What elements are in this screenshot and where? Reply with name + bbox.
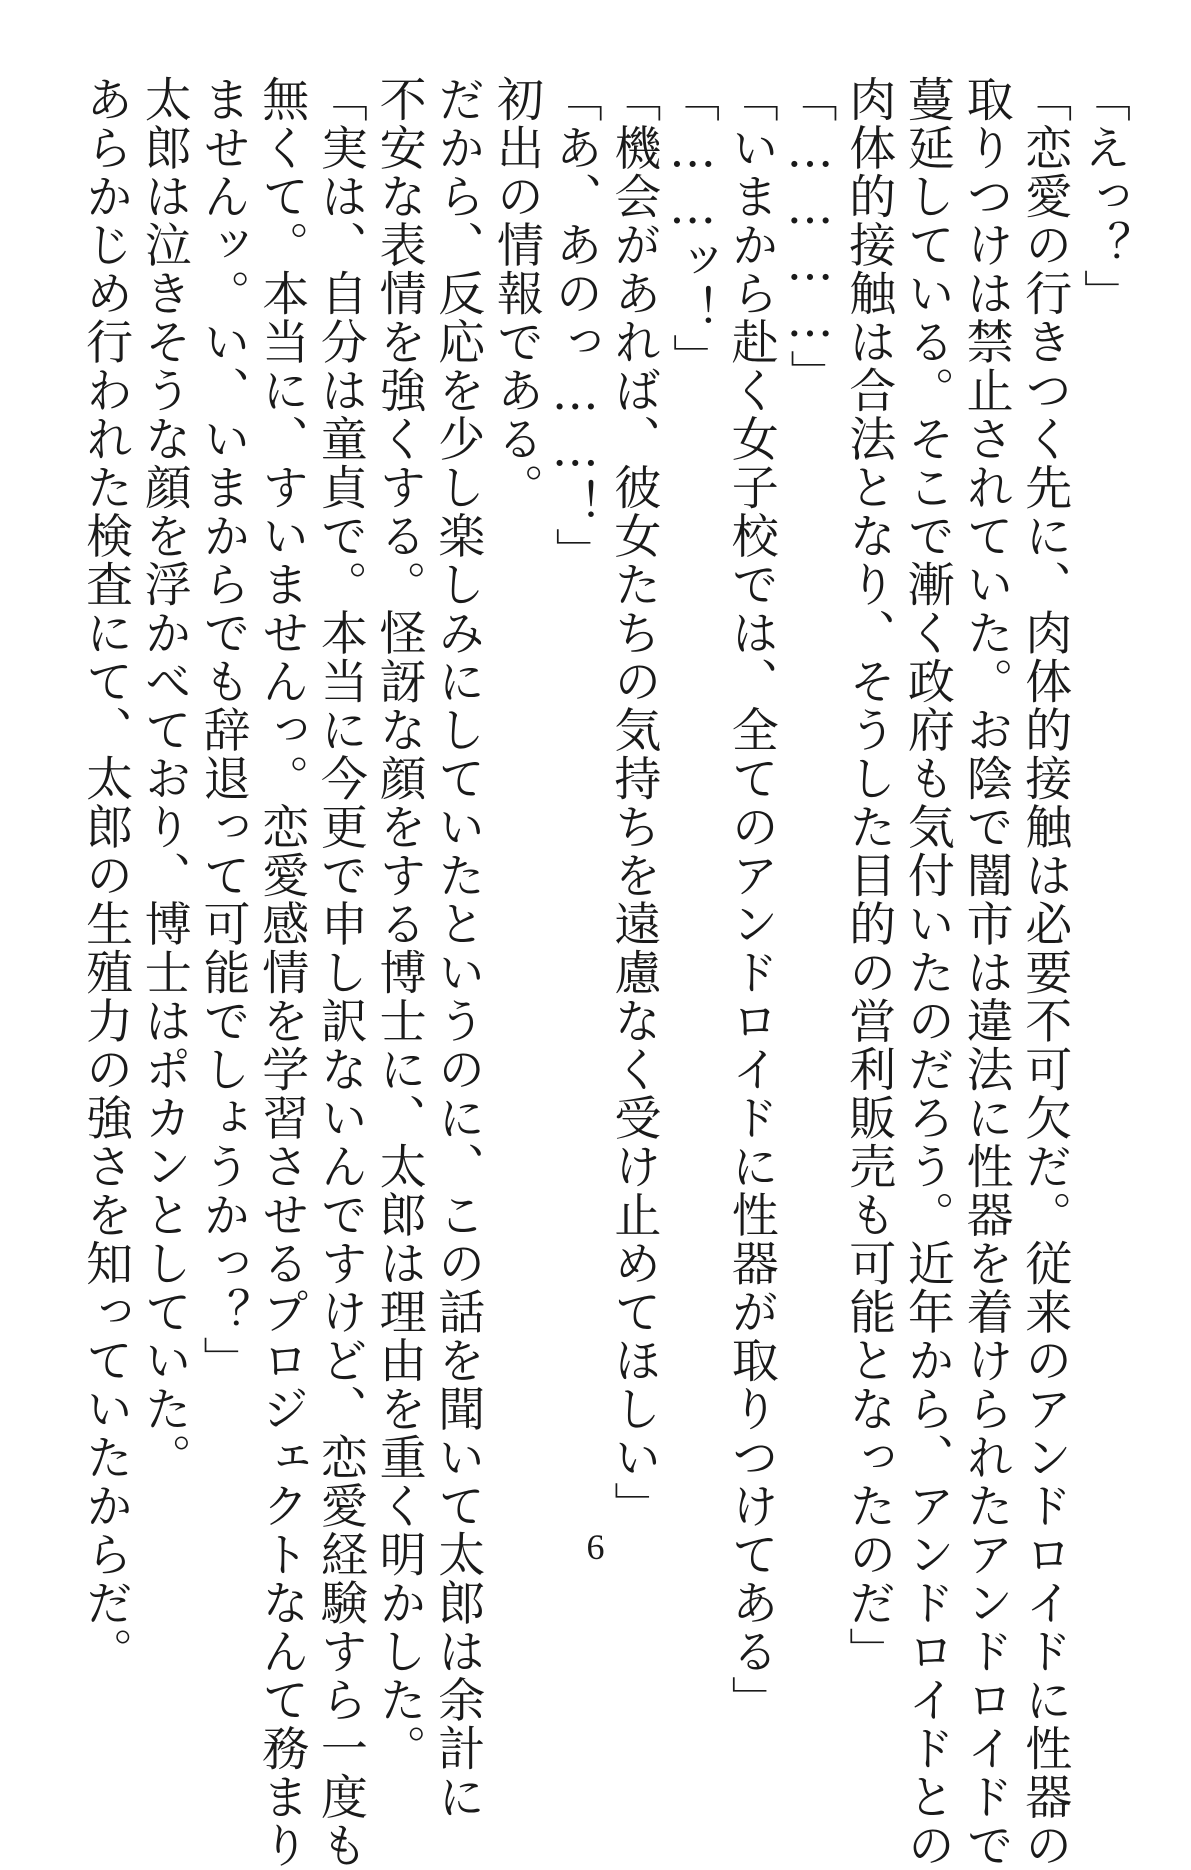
text-line-15: 無くて。本当に、すいませんっ。恋愛感情を学習させるプロジェクトなんて務まり [254, 75, 310, 1870]
text-line-14: 「実は、自分は童貞で。本当に今更で申し訳ないんですけど、恋愛経験すら一度も [312, 75, 368, 1870]
page-number: 6 [586, 1527, 605, 1567]
text-line-6: 「…………」 [782, 75, 838, 398]
text-line-1: 「えっ？」 [1076, 75, 1131, 318]
text-line-7: 「いまから赴く女子校では、全てのアンドロイドに性器が取りつけてある」 [723, 75, 779, 1724]
text-line-5: 肉体的接触は合法となり、そうした目的の営利販売も可能となったのだ」 [841, 75, 897, 1676]
text-line-3: 取りつけは禁止されていた。お陰で闇市は違法に性器を着けられたアンドロイドで [958, 75, 1014, 1870]
text-line-18: あらかじめ行われた検査にて、太郎の生殖力の強さを知っていたからだ。 [78, 75, 134, 1676]
text-line-8: 「……ッ！」 [665, 75, 721, 382]
text-line-16: ませんッ。い、いまからでも辞退って可能でしょうかっ？」 [195, 75, 251, 1385]
text-line-9: 「機会があれば、彼女たちの気持ちを遠慮なく受け止めてほしい」 [606, 75, 662, 1530]
text-line-4: 蔓延している。そこで漸く政府も気付いたのだろう。近年から、アンドロイドとの [899, 75, 955, 1870]
text-line-17: 太郎は泣きそうな顔を浮かべており、博士はポカンとしていた。 [136, 75, 192, 1482]
text-line-13: 不安な表情を強くする。怪訝な顔をする博士に、太郎は理由を重く明かした。 [371, 75, 427, 1773]
text-line-2: 「恋愛の行きつく先に、肉体的接触は必要不可欠だ。従来のアンドロイドに性器の [1017, 75, 1073, 1870]
text-line-11: 初出の情報である。 [489, 75, 544, 512]
text-line-10: 「あ、あのっ……！」 [547, 75, 603, 576]
text-line-12: だから、反応を少し楽しみにしていたというのに、この話を聞いて太郎は余計に [430, 75, 486, 1821]
